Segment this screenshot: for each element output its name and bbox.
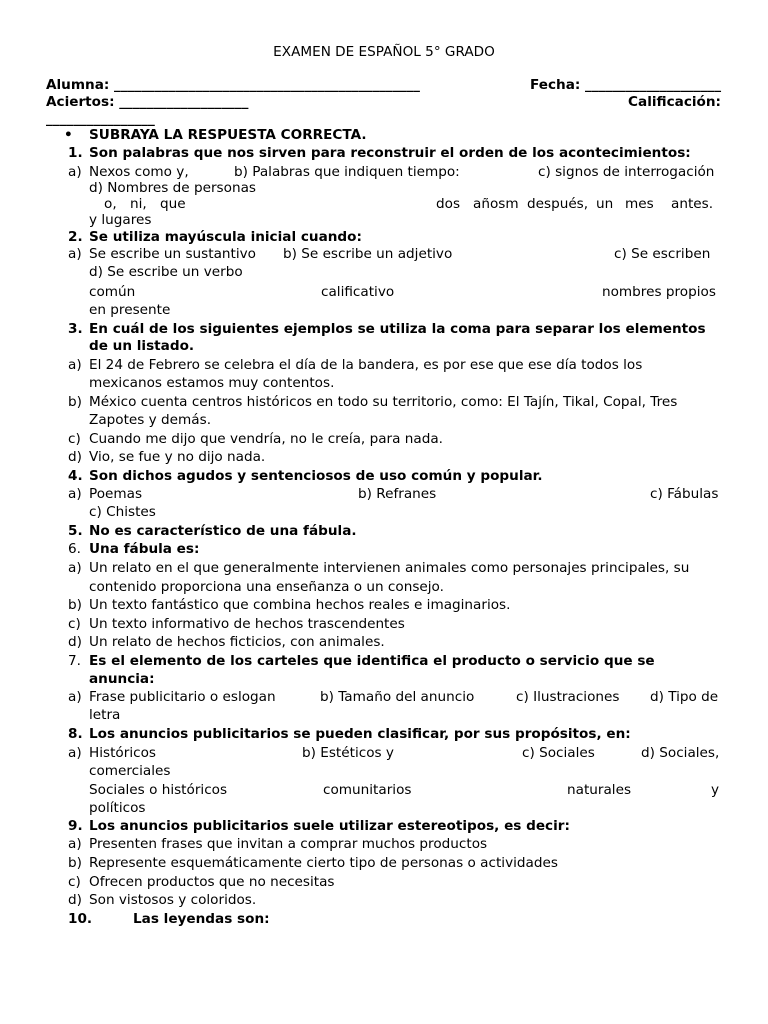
q7-number: 7. bbox=[68, 653, 81, 669]
q6-d-label: d) bbox=[68, 634, 82, 650]
q4-option-c[interactable]: c) Fábulas bbox=[650, 486, 719, 502]
q5-number: 5. bbox=[68, 523, 83, 539]
q3-option-a[interactable]: El 24 de Febrero se celebra el día de la bandera, es por ese que ese día todos los bbox=[89, 357, 643, 373]
q1-word: ni, bbox=[130, 196, 147, 212]
q8-option-d[interactable]: d) Sociales, bbox=[641, 745, 720, 761]
q4-a-label: a) bbox=[68, 486, 82, 502]
q6-c-label: c) bbox=[68, 616, 81, 632]
q3-c-label: c) bbox=[68, 431, 81, 447]
q1-option-b[interactable]: b) Palabras que indiquen tiempo: bbox=[234, 164, 460, 180]
header-row-2 bbox=[46, 94, 721, 110]
q8-word: Sociales o históricos bbox=[89, 782, 228, 798]
q8-a-label: a) bbox=[68, 745, 82, 761]
q1-word: después, bbox=[527, 196, 589, 212]
q3-option-b-cont: Zapotes y demás. bbox=[89, 412, 212, 428]
q8-continuation: políticos bbox=[89, 800, 146, 816]
q1-number: 1. bbox=[68, 145, 83, 161]
q3-option-d[interactable]: Vio, se fue y no dijo nada. bbox=[89, 449, 266, 465]
q7-option-a[interactable]: Frase publicitario o eslogan bbox=[89, 689, 276, 705]
q7-text: Es el elemento de los carteles que identifica el producto o servicio que se bbox=[89, 653, 655, 669]
q1-option-d[interactable]: d) Nombres de personas bbox=[89, 180, 256, 196]
q5-text: No es característico de una fábula. bbox=[89, 523, 357, 539]
q3-option-b[interactable]: México cuenta centros históricos en todo su territorio, como: El Tajín, Tikal, Copal, Tres bbox=[89, 394, 678, 410]
q7-option-c[interactable]: c) Ilustraciones bbox=[516, 689, 620, 705]
q4-option-a[interactable]: Poemas bbox=[89, 486, 143, 502]
calificacion-label: Calificación: bbox=[628, 94, 721, 110]
q7-text-cont: anuncia: bbox=[89, 671, 155, 687]
q1-word: o, bbox=[104, 196, 117, 212]
q3-a-label: a) bbox=[68, 357, 82, 373]
q8-word: y bbox=[711, 782, 720, 798]
q3-option-a-cont: mexicanos estamos muy contentos. bbox=[89, 375, 335, 391]
alumna-field[interactable]: Alumna: _____________________________________________ bbox=[46, 77, 420, 93]
q3-b-label: b) bbox=[68, 394, 82, 410]
q8-word: comunitarios bbox=[323, 782, 412, 798]
q8-option-a[interactable]: Históricos bbox=[89, 745, 156, 761]
q6-option-b[interactable]: Un texto fantástico que combina hechos reales e imaginarios. bbox=[89, 597, 511, 613]
header-row-1 bbox=[46, 77, 721, 93]
q9-option-b[interactable]: Represente esquemáticamente cierto tipo de personas o actividades bbox=[89, 855, 558, 871]
q3-text: En cuál de los siguientes ejemplos se utiliza la coma para separar los elementos bbox=[89, 321, 706, 337]
q9-text: Los anuncios publicitarios suele utilizar estereotipos, es decir: bbox=[89, 818, 570, 834]
q6-a-label: a) bbox=[68, 560, 82, 576]
aciertos-field[interactable]: Aciertos: ___________________ bbox=[46, 94, 249, 110]
q8-line-2: comerciales bbox=[89, 763, 171, 779]
q6-text: Una fábula es: bbox=[89, 541, 200, 557]
q1-word: añosm bbox=[473, 196, 519, 212]
q2-number: 2. bbox=[68, 229, 83, 245]
q6-b-label: b) bbox=[68, 597, 82, 613]
q7-continuation: letra bbox=[89, 707, 121, 723]
q2-a-label: a) bbox=[68, 246, 82, 262]
q9-option-a[interactable]: Presenten frases que invitan a comprar muchos productos bbox=[89, 836, 488, 852]
q3-text-cont: de un listado. bbox=[89, 338, 195, 354]
q7-a-label: a) bbox=[68, 689, 82, 705]
q7-option-d[interactable]: d) Tipo de bbox=[650, 689, 719, 705]
q6-option-c[interactable]: Un texto informativo de hechos trascendentes bbox=[89, 616, 405, 632]
q8-option-c[interactable]: c) Sociales bbox=[522, 745, 595, 761]
fecha-field[interactable]: Fecha: ____________________ bbox=[530, 77, 721, 93]
q7-option-b[interactable]: b) Tamaño del anuncio bbox=[320, 689, 475, 705]
q1-word: mes bbox=[625, 196, 654, 212]
q8-number: 8. bbox=[68, 726, 83, 742]
q1-option-a[interactable]: Nexos como y, bbox=[89, 164, 189, 180]
q2-option-b[interactable]: b) Se escribe un adjetivo bbox=[283, 246, 453, 262]
q2-text: Se utiliza mayúscula inicial cuando: bbox=[89, 229, 362, 245]
q9-d-label: d) bbox=[68, 892, 82, 908]
q8-option-b[interactable]: b) Estéticos y bbox=[302, 745, 394, 761]
q2-option-a[interactable]: Se escribe un sustantivo bbox=[89, 246, 256, 262]
q6-number: 6. bbox=[68, 541, 81, 557]
q1-word: que bbox=[160, 196, 186, 212]
q3-d-label: d) bbox=[68, 449, 82, 465]
q2-option-d[interactable]: d) Se escribe un verbo bbox=[89, 264, 243, 280]
q2-word: calificativo bbox=[321, 284, 395, 300]
q1-text: Son palabras que nos sirven para reconstruir el orden de los acontecimientos: bbox=[89, 145, 691, 161]
q4-text: Son dichos agudos y sentenciosos de uso común y popular. bbox=[89, 468, 543, 484]
q10-number: 10. bbox=[68, 911, 93, 927]
exam-title: EXAMEN DE ESPAÑOL 5° GRADO bbox=[273, 44, 495, 60]
q9-b-label: b) bbox=[68, 855, 82, 871]
q4-option-d[interactable]: c) Chistes bbox=[89, 504, 156, 520]
q9-a-label: a) bbox=[68, 836, 82, 852]
instruction-text: SUBRAYA LA RESPUESTA CORRECTA. bbox=[89, 127, 367, 143]
q3-number: 3. bbox=[68, 321, 83, 337]
q8-text: Los anuncios publicitarios se pueden clasificar, por sus propósitos, en: bbox=[89, 726, 631, 742]
q6-option-d[interactable]: Un relato de hechos ficticios, con animales. bbox=[89, 634, 385, 650]
instruction-bullet: • bbox=[64, 127, 73, 143]
q3-option-c[interactable]: Cuando me dijo que vendría, no le creía, para nada. bbox=[89, 431, 444, 447]
q4-number: 4. bbox=[68, 468, 83, 484]
q1-word: un bbox=[596, 196, 614, 212]
q2-word: común bbox=[89, 284, 136, 300]
q9-option-d[interactable]: Son vistosos y coloridos. bbox=[89, 892, 257, 908]
q2-word: nombres propios bbox=[602, 284, 716, 300]
q9-number: 9. bbox=[68, 818, 83, 834]
q4-option-b[interactable]: b) Refranes bbox=[358, 486, 437, 502]
q2-option-c[interactable]: c) Se escriben bbox=[614, 246, 711, 262]
q1-word: dos bbox=[436, 196, 461, 212]
q1-word: antes. bbox=[671, 196, 714, 212]
q9-option-c[interactable]: Ofrecen productos que no necesitas bbox=[89, 874, 335, 890]
q1-option-c[interactable]: c) signos de interrogación bbox=[538, 164, 715, 180]
calificacion-field[interactable]: ________________ bbox=[46, 111, 155, 127]
q6-option-a[interactable]: Un relato en el que generalmente intervienen animales como personajes principales, su bbox=[89, 560, 690, 576]
q1-continuation: y lugares bbox=[89, 212, 152, 228]
q1-a-label: a) bbox=[68, 164, 82, 180]
q6-option-a-cont: contenido proporciona una enseñanza o un consejo. bbox=[89, 579, 444, 595]
q8-word: naturales bbox=[567, 782, 632, 798]
q9-c-label: c) bbox=[68, 874, 81, 890]
q2-continuation: en presente bbox=[89, 302, 171, 318]
q10-text: Las leyendas son: bbox=[133, 911, 270, 927]
